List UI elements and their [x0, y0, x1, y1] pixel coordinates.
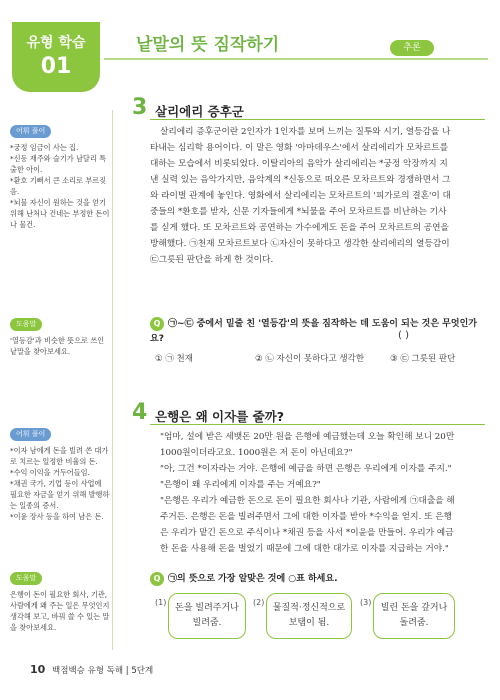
page-number: 10	[30, 663, 46, 676]
vocab-note: *수익 이익을 거두어들임.	[10, 468, 90, 477]
hint-pill: 도움말	[10, 572, 42, 585]
vocab-note: *환호 기뻐서 큰 소리로 부르짖음.	[10, 176, 107, 196]
vocab-pill: 어휘 풀이	[10, 125, 51, 138]
question-4	[150, 571, 490, 586]
badge-label: 유형 학습	[26, 35, 86, 51]
answer-number: (3)	[360, 598, 372, 607]
passage-4	[160, 429, 490, 557]
passage-line: 대하는 모습에서 비롯되었다. 이탈리아의 음악가 살리에리는 *궁정 악장까지 지	[150, 159, 448, 169]
hint-pill: 도움말	[10, 318, 42, 331]
answer-option-3[interactable]	[373, 593, 455, 639]
badge-number: 01	[40, 54, 72, 79]
section-number: 4	[132, 400, 148, 425]
answer-line: 빌려줌.	[192, 618, 222, 628]
passage-line: 주거든. 은행은 돈을 빌려주면서 그에 대한 이자를 받아 *수익을 얻지. 또 은행	[160, 512, 453, 522]
section-title: 살리에리 증후군	[155, 104, 244, 119]
category-tag: 추론	[390, 40, 434, 56]
passage-line: 중들의 *환호를 받자, 신문 기자들에게 *뇌물을 주어 모차르트를 비난하는 기사	[150, 207, 447, 217]
answer-line: 물질적·정신적으로	[272, 603, 346, 613]
answer-line: 돌려줌.	[399, 618, 429, 628]
vocab-note: *채권 국가, 기업 등이 사업에 필요한 자금을 얻기 위해 발행하는 일종의 증서.	[10, 479, 110, 510]
passage-line: 은 우리가 맡긴 돈으로 주식이나 *채권 등을 사서 *이윤을 만들어. 우리가 예금	[160, 528, 454, 538]
vocab-sidebar-1	[10, 125, 110, 230]
vocab-note: *뇌물 자신이 원하는 것을 얻기 위해 난처나 건네는 부정한 돈이나 물건.	[10, 198, 110, 229]
passage-line: 1000원이더라고요. 1000원은 저 돈이 아닌데요?"	[160, 448, 353, 458]
question-marker-icon: Q	[150, 572, 164, 586]
page-footer	[30, 663, 153, 676]
passage-line: "아, 그건 *이자라는 거야. 은행에 예금을 하면 은행은 우리에게 이자를 주지."	[160, 464, 452, 474]
unit-badge	[12, 22, 100, 92]
page-title: 낱말의 뜻 짐작하기	[136, 35, 280, 55]
vocab-note: *이자 남에게 돈을 빌려 쓴 대가로 치르는 일정한 비율의 돈.	[10, 446, 109, 466]
question-3	[150, 316, 490, 344]
answer-line: 보탬이 됨.	[288, 618, 330, 628]
choice-3[interactable]: ③ ㉢ 그릇된 판단	[390, 354, 456, 364]
vocab-note: *궁정 임금이 사는 집.	[10, 143, 79, 152]
section-rule	[150, 119, 485, 120]
question-text: ㉠의 뜻으로 가장 알맞은 것에 ○표 하세요.	[168, 574, 338, 584]
vocab-note: *이윤 장사 등을 하여 남은 돈.	[10, 512, 104, 521]
hint-text: 은행이 돈이 필요한 회사, 기관, 사람에게 왜 주는 일은 무엇인지 생각해 보고, 바꿔 쓸 수 있는 말을 찾아보세요.	[10, 590, 110, 632]
answer-option-1[interactable]	[168, 593, 246, 639]
passage-line: 타내는 심리학 용어이다. 이 말은 영화 '아마데우스'에서 살리에리가 모차르트를	[150, 143, 449, 153]
hint-sidebar-2	[10, 572, 110, 633]
passage-line: "은행이 왜 우리에게 이자를 주는 거예요?"	[160, 480, 321, 490]
question-text: ㉠~㉢ 중에서 밑줄 친 '열등감'의 뜻을 짐작하는 데 도움이 되는 것은 무엇인가요?	[150, 319, 477, 344]
passage-3	[150, 124, 490, 268]
answer-blank[interactable]: ( )	[398, 330, 409, 341]
answer-line: 빌린 돈을 갚거나	[380, 603, 448, 613]
answer-number: (2)	[253, 598, 265, 607]
vocab-sidebar-2	[10, 428, 110, 522]
passage-line: "엄마, 설에 받은 세뱃돈 20만 원을 은행에 예금했는데 오늘 확인해 보니 20만	[160, 432, 455, 442]
hint-text: '열등감'과 비슷한 뜻으로 쓰인 낱말을 찾아보세요.	[10, 336, 105, 356]
book-title: 백점백승 유형 독해 | 5단계	[52, 666, 154, 676]
passage-line: 살리에리 증후군이란 2인자가 1인자를 보며 느끼는 질투와 시기, 열등감을 나	[160, 127, 451, 137]
choice-1[interactable]: ① ㉠ 천재	[155, 354, 193, 364]
choice-2[interactable]: ② ㉡ 자신이 못하다고 생각한	[255, 354, 365, 364]
margin-divider	[112, 110, 113, 650]
passage-line: 한 돈을 사용해 돈을 벌었기 때문에 그에 대한 대가로 이자를 지급하는 거야."	[160, 544, 449, 554]
hint-sidebar-1	[10, 318, 110, 357]
section-number: 3	[132, 95, 148, 120]
section-rule	[150, 424, 485, 425]
passage-line: ㉢그릇된 판단을 하게 한 것이다.	[150, 255, 274, 265]
answer-option-2[interactable]	[266, 593, 352, 639]
answer-line: 돈을 빌려주거나	[175, 603, 239, 613]
vocab-note: *신동 재주와 슬기가 남달리 특출한 아이.	[10, 154, 107, 174]
vocab-pill: 어휘 풀이	[10, 428, 51, 441]
section-title: 은행은 왜 이자를 줄까?	[155, 409, 284, 424]
header-divider	[104, 58, 488, 60]
passage-line: 방해했다. ㉠천재 모차르트보다 ㉡자신이 못하다고 생각한 살리에리의 열등감이	[150, 239, 450, 249]
answer-number: (1)	[155, 598, 167, 607]
passage-line: "은행은 우리가 예금한 돈으로 돈이 필요한 회사나 기관, 사람에게 ㉠대출을 해	[160, 496, 455, 506]
passage-line: 를 싣게 했다. 또 모차르트와 공연하는 가수에게도 돈을 주어 모차르트의 공연을	[150, 223, 449, 233]
passage-line: 낸 실력 있는 음악가지만, 음악계의 *신동으로 떠오른 모차르트와 경쟁하면서 그	[150, 175, 451, 185]
passage-line: 와 라이벌 관계에 놓인다. 영화에서 살리에리는 모차르트의 '피가로의 결혼'이 대	[150, 191, 451, 201]
question-marker-icon: Q	[150, 317, 164, 331]
